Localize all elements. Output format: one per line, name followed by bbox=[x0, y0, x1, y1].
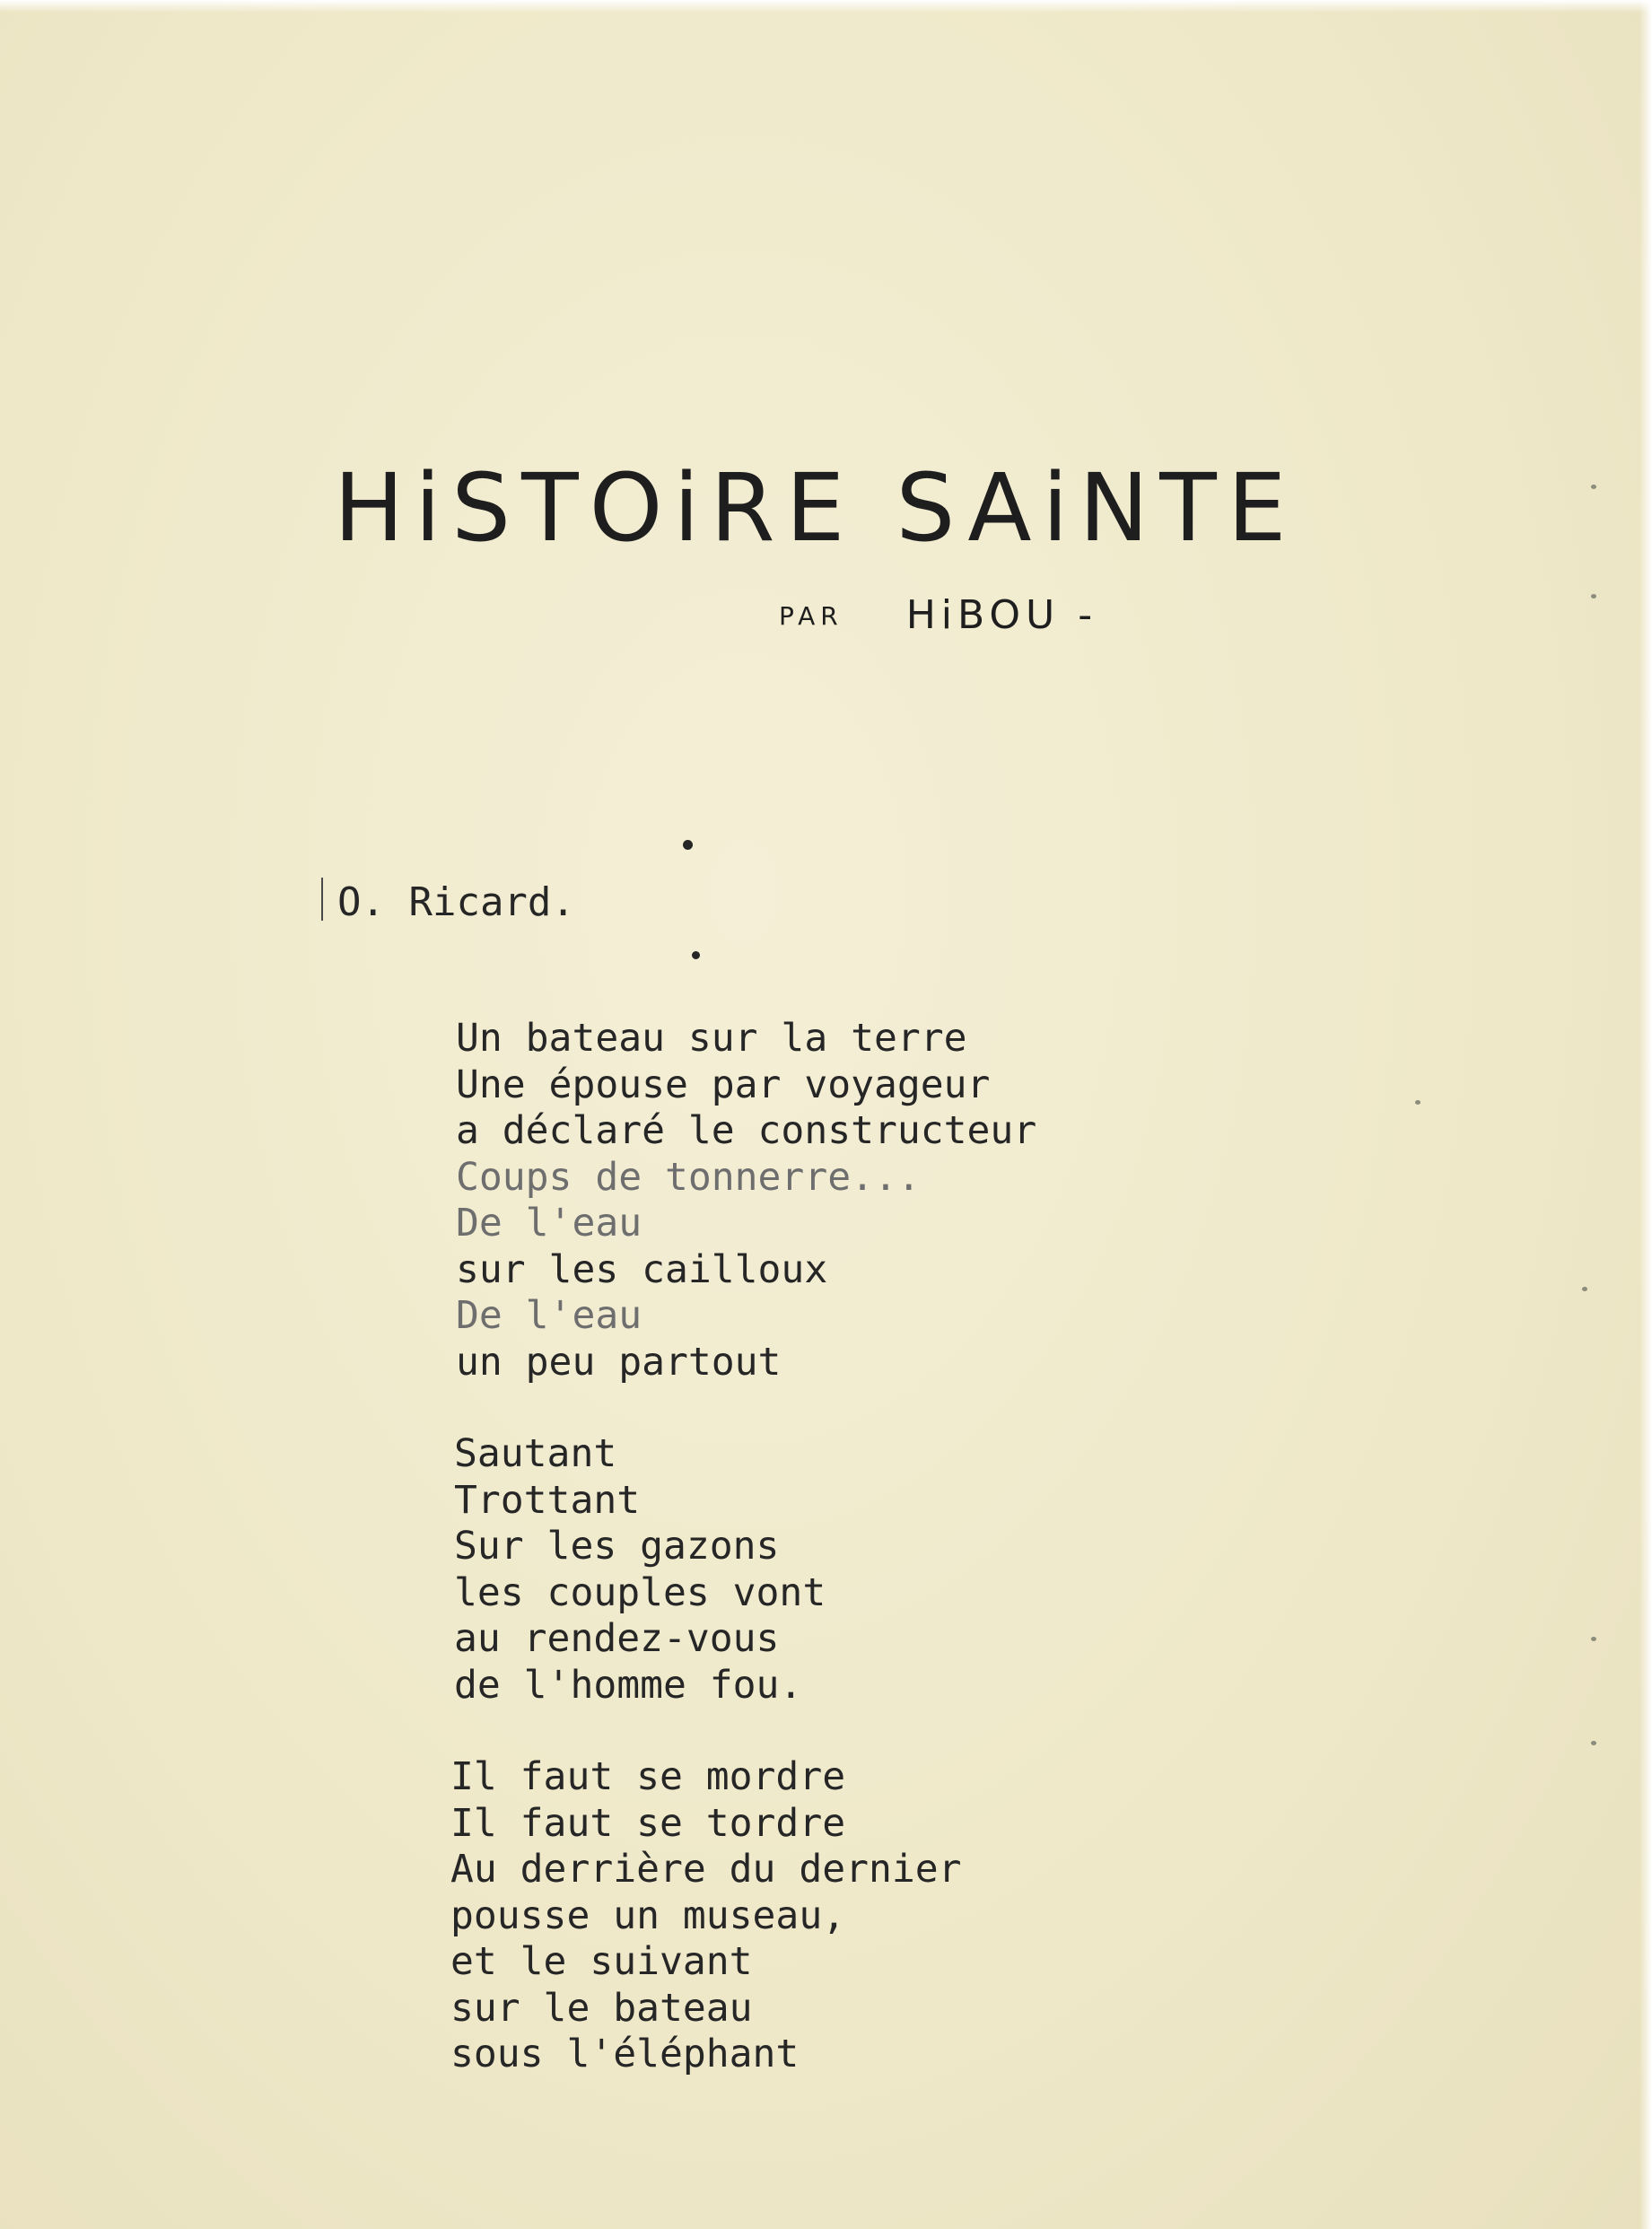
verse-line: Sur les gazons bbox=[454, 1524, 780, 1569]
stanza-1 bbox=[456, 1016, 1036, 1385]
verse-line: Il faut se tordre bbox=[450, 1800, 846, 1846]
paper-speck bbox=[1591, 485, 1596, 489]
stanza-3 bbox=[450, 1754, 1036, 2078]
verse-line: sur le bateau bbox=[450, 1985, 753, 2031]
verse-line: Un bateau sur la terre bbox=[456, 1016, 967, 1061]
verse-line: Trottant bbox=[454, 1477, 641, 1523]
verse-line: un peu partout bbox=[456, 1339, 782, 1385]
paper-speck bbox=[1591, 1637, 1596, 1641]
paper-edge-right bbox=[1639, 0, 1652, 2229]
verse-line: Sautant bbox=[454, 1431, 617, 1476]
typed-dot-mark bbox=[692, 951, 700, 959]
verse-line: pousse un museau, bbox=[450, 1892, 846, 1938]
byline bbox=[779, 592, 1097, 638]
paper-speck bbox=[1591, 594, 1596, 599]
verse-line: Au derrière du dernier bbox=[450, 1847, 962, 1892]
typed-dot-mark bbox=[683, 840, 693, 850]
verse-line: sous l'éléphant bbox=[450, 2032, 800, 2076]
verse-line: Une épouse par voyageur bbox=[456, 1062, 991, 1107]
verse-line: Il faut se mordre bbox=[450, 1754, 846, 1799]
stanza-2 bbox=[456, 1431, 1036, 1709]
poem-author: O. Ricard. bbox=[337, 879, 575, 925]
paper-speck bbox=[1591, 1741, 1596, 1745]
verse-line: Coups de tonnerre... bbox=[456, 1154, 921, 1200]
paper-speck bbox=[1582, 1287, 1587, 1291]
verse-line: et le suivant bbox=[450, 1939, 753, 1984]
verse-line: les couples vont bbox=[454, 1569, 826, 1615]
verse-line: a déclaré le constructeur bbox=[456, 1108, 1037, 1153]
byline-by-word: PAR bbox=[779, 601, 843, 631]
verse-line: De l'eau bbox=[456, 1293, 642, 1338]
verse-line: de l'homme fou. bbox=[454, 1662, 803, 1708]
verse-line: De l'eau bbox=[456, 1201, 642, 1246]
margin-mark bbox=[321, 878, 323, 921]
byline-author-name: HiBOU - bbox=[905, 592, 1098, 638]
verse-line: au rendez-vous bbox=[454, 1616, 780, 1661]
paper-edge-top bbox=[0, 0, 1652, 13]
paper-speck bbox=[1415, 1100, 1420, 1105]
poem-body bbox=[450, 1016, 1037, 2124]
handwritten-title: HiSTOiRE SAiNTE bbox=[334, 453, 1298, 563]
verse-line: sur les cailloux bbox=[456, 1246, 828, 1292]
